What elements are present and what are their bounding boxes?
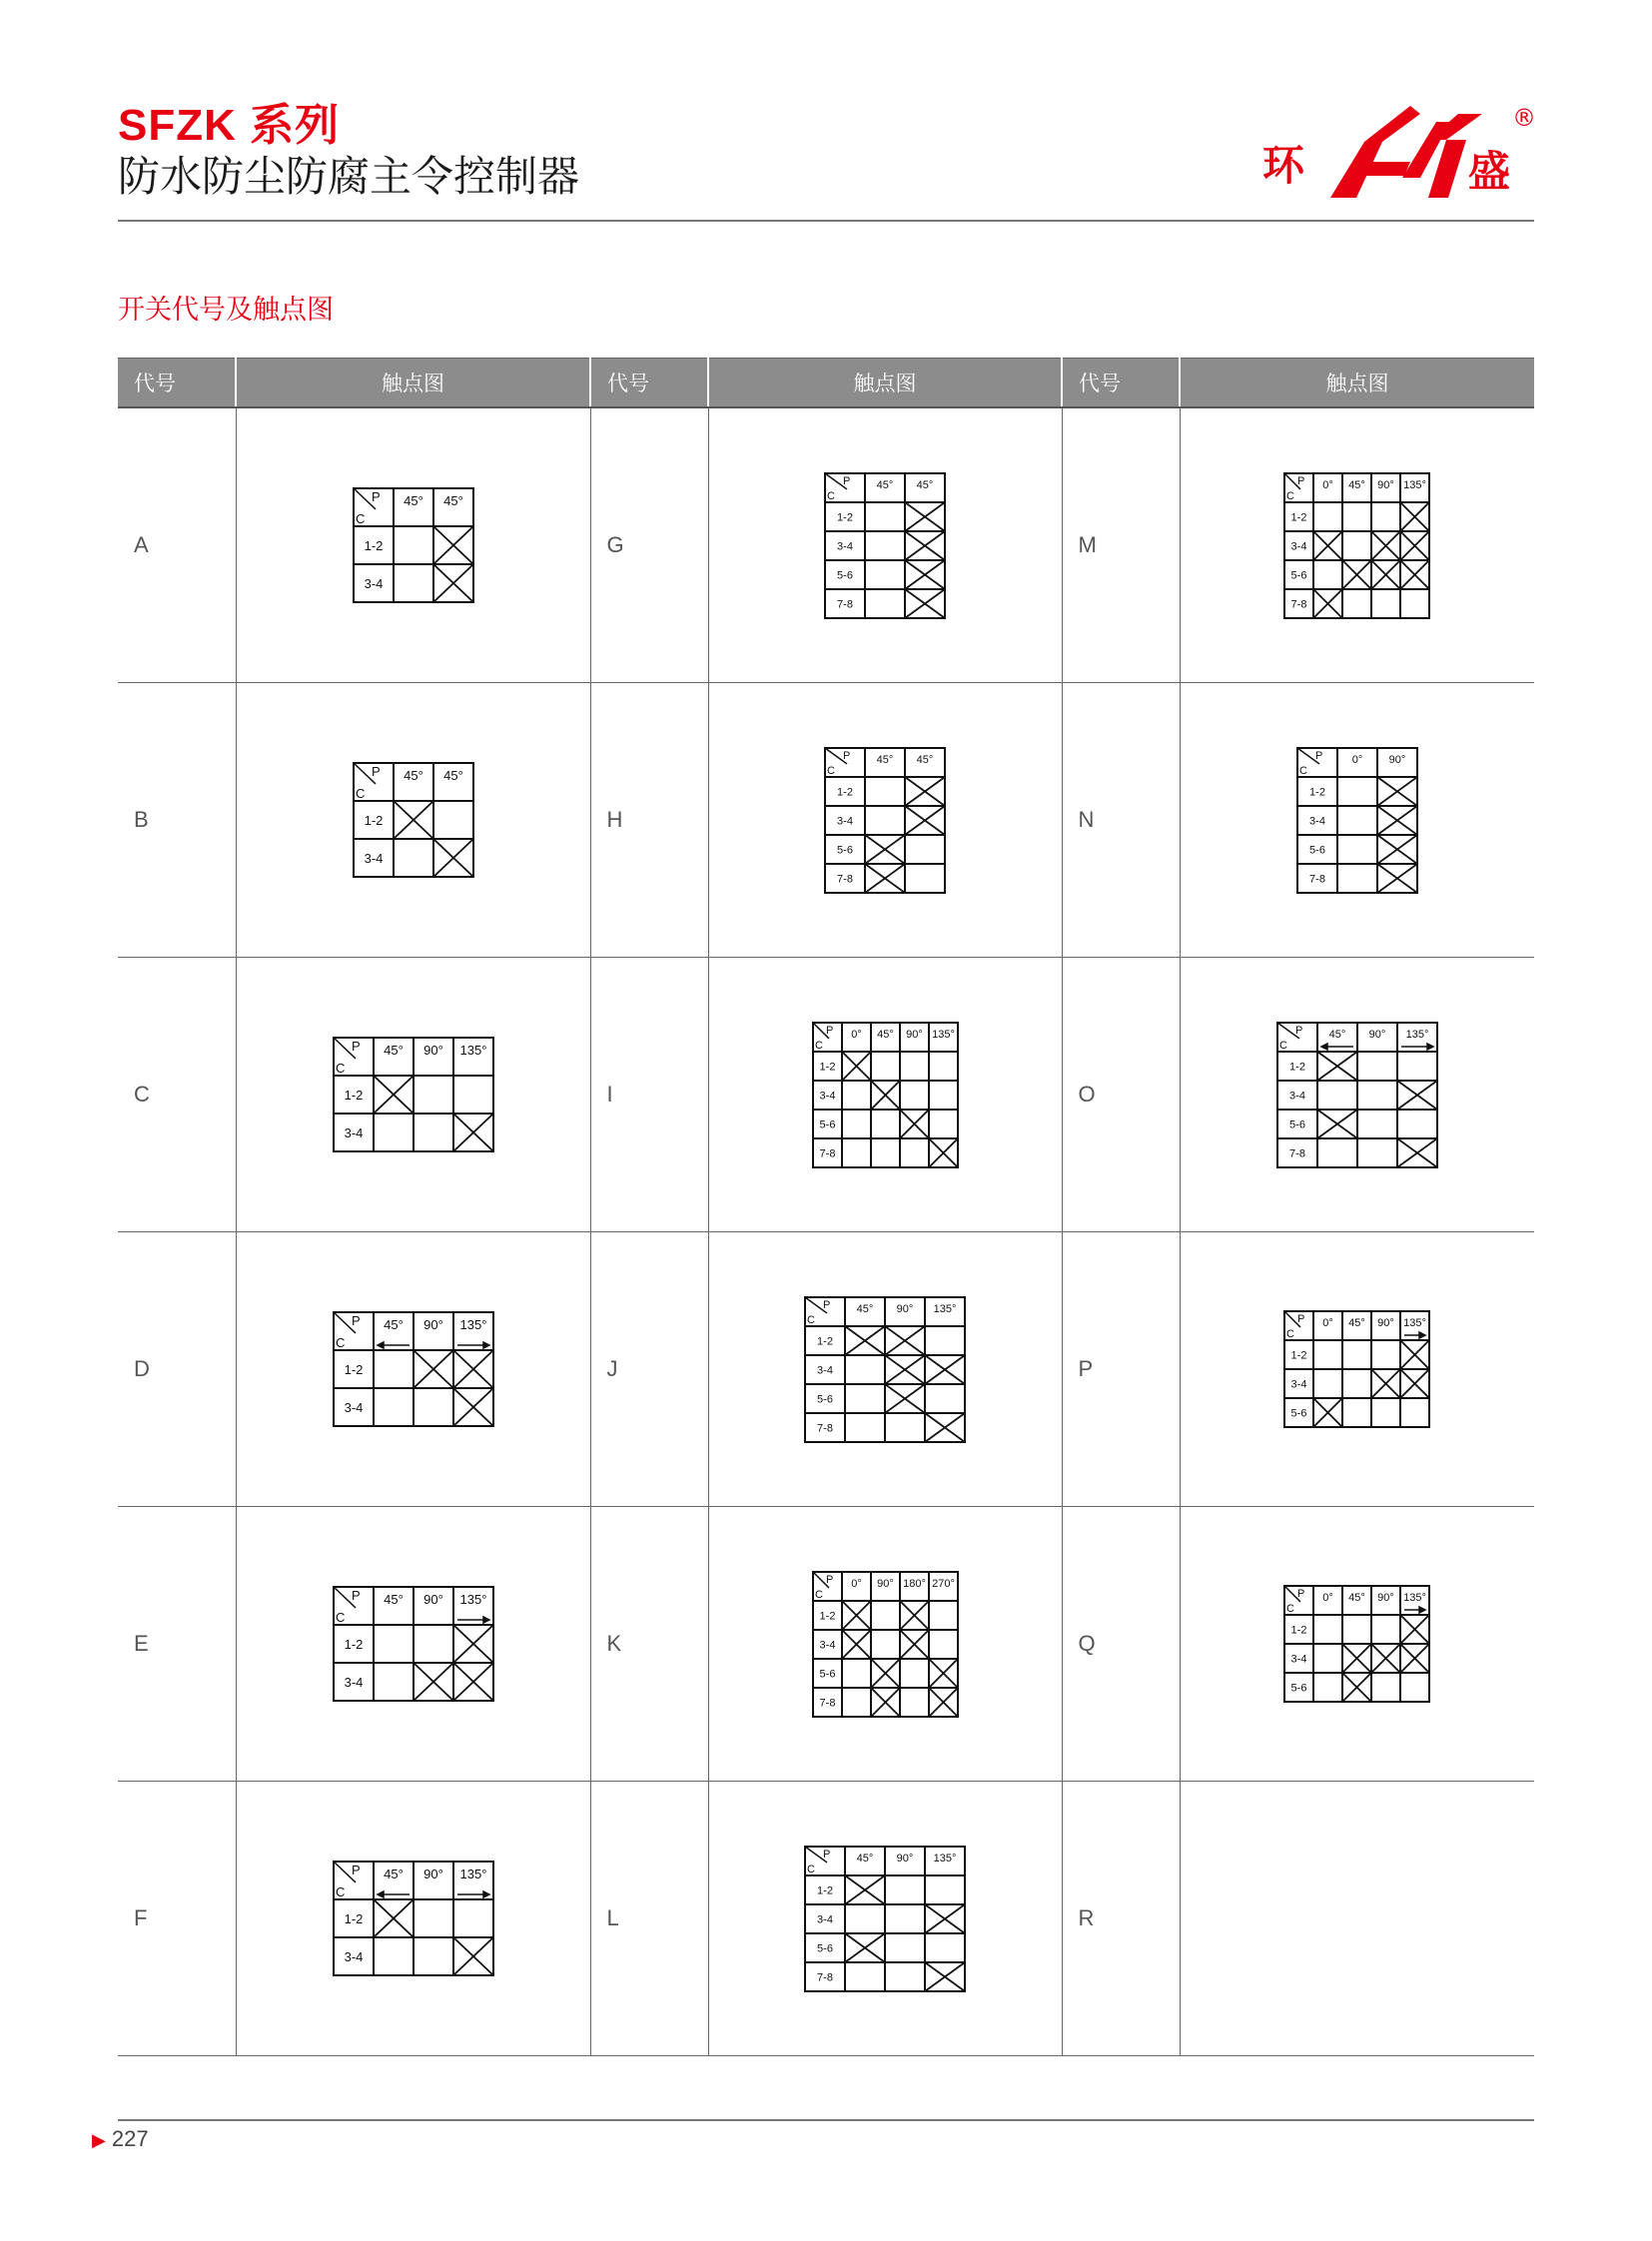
arrow-right-icon — [457, 1342, 489, 1348]
contact-closed-mark — [1342, 1673, 1371, 1702]
corner-c-label: C — [807, 1313, 815, 1326]
page-number-text: 227 — [111, 2126, 149, 2151]
contact-closed-mark — [453, 1114, 493, 1151]
contact-row-label: 3-4 — [817, 1364, 833, 1377]
contact-closed-mark — [845, 1875, 885, 1904]
contact-row-label: 5-6 — [1290, 1407, 1307, 1420]
contact-row-label: 3-4 — [1308, 815, 1325, 828]
corner-p-label: P — [1297, 474, 1305, 487]
contact-closed-mark — [1377, 835, 1417, 864]
brand-char-left: 环 — [1262, 141, 1305, 190]
header-diagram-1: 触点图 — [236, 359, 590, 408]
contact-closed-mark — [1400, 531, 1429, 560]
contact-row-label: 5-6 — [837, 569, 853, 582]
position-head: 45° — [1348, 478, 1366, 491]
position-head: 135° — [933, 1302, 957, 1315]
header-diagram-3: 触点图 — [1180, 359, 1534, 408]
contact-closed-mark — [453, 1625, 493, 1663]
corner-p-label: P — [371, 764, 381, 779]
contact-closed-mark — [900, 1601, 929, 1630]
diagram-cell — [1180, 1507, 1534, 1782]
contact-diagram-E — [332, 1585, 495, 1703]
contact-row-label: 3-4 — [1290, 540, 1307, 553]
contact-closed-mark — [1400, 1340, 1429, 1369]
position-head: 45° — [1348, 1317, 1366, 1329]
position-head: 45° — [876, 753, 894, 766]
position-head: 135° — [931, 1028, 955, 1041]
diagram-cell — [1180, 407, 1534, 683]
table-row — [118, 1782, 1534, 2056]
contact-closed-mark — [374, 1076, 413, 1114]
position-head: 90° — [422, 1043, 443, 1058]
position-head: 135° — [459, 1592, 486, 1607]
position-head: 135° — [1403, 1592, 1427, 1604]
contact-closed-mark — [871, 1081, 900, 1110]
contact-row-label: 7-8 — [1290, 598, 1307, 611]
header-code-3: 代号 — [1062, 359, 1180, 408]
corner-p-label: P — [351, 1039, 361, 1054]
corner-c-label: C — [335, 1610, 345, 1625]
contact-closed-mark — [925, 1355, 965, 1384]
switch-code: J — [590, 1232, 708, 1507]
contact-row-label: 7-8 — [817, 1422, 833, 1435]
contact-closed-mark — [925, 1413, 965, 1442]
contact-closed-mark — [1313, 1398, 1342, 1427]
position-head: 45° — [383, 1043, 404, 1058]
position-head: 135° — [1403, 478, 1427, 491]
diagram-cell — [1180, 1782, 1534, 2056]
contact-closed-mark — [1377, 864, 1417, 893]
contact-row-label: 1-2 — [1290, 1349, 1307, 1362]
position-head: 45° — [383, 1592, 404, 1607]
contact-closed-mark — [1371, 1369, 1400, 1398]
contact-closed-mark — [453, 1350, 493, 1388]
contact-diagram-H — [823, 746, 947, 895]
contact-row-label: 1-2 — [817, 1884, 833, 1897]
arrow-right-icon — [457, 1617, 489, 1623]
diagram-cell — [708, 958, 1062, 1232]
arrow-left-icon — [378, 1891, 410, 1897]
corner-p-label: P — [351, 1863, 361, 1877]
arrow-right-icon — [1401, 1044, 1433, 1050]
contact-closed-mark — [842, 1601, 871, 1630]
switch-code: C — [118, 958, 236, 1232]
contact-row-label: 1-2 — [1290, 1624, 1307, 1637]
contact-row-label: 1-2 — [364, 812, 383, 828]
contact-diagram-K — [811, 1570, 960, 1719]
corner-c-label: C — [335, 1884, 345, 1899]
corner-p-label: P — [1314, 749, 1323, 762]
position-head: 90° — [876, 1577, 894, 1590]
contact-row-label: 7-8 — [817, 1971, 833, 1984]
contact-closed-mark — [885, 1355, 925, 1384]
contact-diagram-A — [352, 486, 475, 604]
switch-code: K — [590, 1507, 708, 1782]
contact-row-label: 3-4 — [344, 1399, 363, 1415]
contact-row-label: 5-6 — [1290, 1682, 1307, 1695]
switch-code: O — [1062, 958, 1180, 1232]
switch-code: I — [590, 958, 708, 1232]
position-head: 90° — [422, 1592, 443, 1607]
diagram-cell — [1180, 683, 1534, 958]
contact-closed-mark — [413, 1663, 453, 1701]
contact-row-label: 1-2 — [1308, 786, 1325, 799]
contact-closed-mark — [925, 1962, 965, 1991]
diagram-cell — [708, 407, 1062, 683]
contact-closed-mark — [1342, 1644, 1371, 1673]
arrow-right-icon — [1404, 1607, 1425, 1613]
contact-row-label: 1-2 — [837, 511, 853, 524]
position-head: 0° — [1322, 1592, 1334, 1604]
diagram-cell — [236, 958, 590, 1232]
corner-p-label: P — [843, 749, 851, 762]
corner-c-label: C — [1286, 1328, 1295, 1340]
contact-diagram-Q — [1282, 1584, 1431, 1704]
contact-closed-mark — [905, 502, 945, 531]
corner-p-label: P — [1297, 1588, 1305, 1600]
contact-row-label: 1-2 — [364, 537, 383, 553]
switch-code: F — [118, 1782, 236, 2056]
contact-row-label: 3-4 — [1288, 1090, 1305, 1103]
diagram-cell — [1180, 1232, 1534, 1507]
table-row — [118, 958, 1534, 1232]
contact-closed-mark — [394, 801, 433, 839]
position-head: 45° — [383, 1867, 404, 1881]
contact-closed-mark — [1371, 1644, 1400, 1673]
contact-row-label: 3-4 — [837, 815, 853, 828]
switch-code: H — [590, 683, 708, 958]
position-head: 180° — [902, 1577, 926, 1590]
corner-c-label: C — [1286, 1603, 1295, 1615]
contact-closed-mark — [865, 864, 905, 893]
table-row — [118, 1232, 1534, 1507]
contact-row-label: 1-2 — [819, 1061, 835, 1074]
contact-row-label: 7-8 — [837, 598, 853, 611]
section-title: 开关代号及触点图 — [118, 295, 334, 325]
position-head: 45° — [403, 493, 423, 508]
corner-p-label: P — [351, 1313, 361, 1328]
product-subtitle: 防水防尘防腐主令控制器 — [118, 153, 580, 200]
contact-diagram-B — [352, 761, 475, 879]
switch-code: Q — [1062, 1507, 1180, 1782]
position-head: 45° — [876, 478, 894, 491]
header-diagram-2: 触点图 — [708, 359, 1062, 408]
contact-closed-mark — [845, 1933, 885, 1962]
contact-row-label: 5-6 — [817, 1393, 833, 1406]
corner-p-label: P — [825, 1024, 833, 1037]
diagram-cell — [236, 1782, 590, 2056]
contact-row-label: 5-6 — [819, 1668, 835, 1681]
position-head: 0° — [850, 1028, 862, 1041]
corner-p-label: P — [1294, 1024, 1303, 1037]
arrow-right-icon — [457, 1891, 489, 1897]
contact-row-label: 3-4 — [837, 540, 853, 553]
corner-p-label: P — [1297, 1313, 1305, 1325]
header-code-1: 代号 — [118, 359, 236, 408]
position-head: 45° — [442, 768, 463, 783]
contact-closed-mark — [929, 1659, 958, 1688]
contact-row-label: 3-4 — [819, 1639, 835, 1652]
corner-p-label: P — [823, 1298, 831, 1311]
contact-closed-mark — [842, 1052, 871, 1081]
contact-closed-mark — [929, 1688, 958, 1717]
contact-row-label: 1-2 — [344, 1910, 363, 1926]
switch-code: P — [1062, 1232, 1180, 1507]
contact-row-label: 3-4 — [819, 1090, 835, 1103]
page-number — [92, 2128, 149, 2150]
position-head: 45° — [403, 768, 423, 783]
contact-row-label: 5-6 — [1308, 844, 1325, 857]
table-row — [118, 1507, 1534, 1782]
contact-closed-mark — [905, 806, 945, 835]
contact-closed-mark — [1397, 1081, 1437, 1110]
corner-p-label: P — [351, 1588, 361, 1603]
corner-p-label: P — [823, 1848, 831, 1861]
contact-row-label: 1-2 — [344, 1636, 363, 1652]
contact-closed-mark — [1342, 560, 1371, 589]
contact-diagram-L — [803, 1845, 967, 1993]
contact-closed-mark — [413, 1350, 453, 1388]
corner-c-label: C — [335, 1061, 345, 1076]
position-head: 135° — [459, 1043, 486, 1058]
contact-row-label: 7-8 — [1288, 1147, 1305, 1160]
contact-row-label: 7-8 — [819, 1147, 835, 1160]
position-head: 45° — [856, 1852, 874, 1865]
corner-c-label: C — [814, 1039, 823, 1052]
switch-code: M — [1062, 407, 1180, 683]
contact-closed-mark — [1317, 1052, 1357, 1081]
corner-c-label: C — [814, 1588, 823, 1601]
switch-code: L — [590, 1782, 708, 2056]
corner-c-label: C — [355, 786, 365, 801]
contact-row-label: 1-2 — [344, 1087, 363, 1103]
position-head: 90° — [1377, 478, 1395, 491]
diagram-cell — [236, 1507, 590, 1782]
position-head: 45° — [1328, 1028, 1346, 1041]
diagram-cell — [708, 683, 1062, 958]
diagram-cell — [236, 1232, 590, 1507]
position-head: 45° — [876, 1028, 894, 1041]
contact-closed-mark — [1371, 531, 1400, 560]
brand-mark-icon — [1330, 106, 1482, 198]
contact-closed-mark — [1400, 502, 1429, 531]
position-head: 135° — [1405, 1028, 1429, 1041]
contact-row-label: 3-4 — [817, 1913, 833, 1926]
contact-row-label: 3-4 — [344, 1124, 363, 1140]
position-head: 90° — [1377, 1317, 1395, 1329]
position-head: 45° — [383, 1317, 404, 1332]
contact-closed-mark — [1400, 1644, 1429, 1673]
position-head: 45° — [442, 493, 463, 508]
contact-row-label: 1-2 — [817, 1335, 833, 1348]
contact-closed-mark — [925, 1904, 965, 1933]
contact-closed-mark — [374, 1899, 413, 1937]
position-head: 90° — [905, 1028, 923, 1041]
registered-mark: ® — [1512, 104, 1536, 132]
contact-closed-mark — [900, 1110, 929, 1138]
switch-code-table — [118, 358, 1534, 2056]
position-head: 135° — [459, 1867, 486, 1881]
contact-closed-mark — [1371, 560, 1400, 589]
contact-closed-mark — [1400, 1369, 1429, 1398]
contact-row-label: 7-8 — [1308, 873, 1325, 886]
contact-closed-mark — [1313, 589, 1342, 618]
contact-closed-mark — [905, 589, 945, 618]
contact-diagram-D — [332, 1310, 495, 1428]
diagram-cell — [1180, 958, 1534, 1232]
switch-code: G — [590, 407, 708, 683]
corner-c-label: C — [355, 511, 365, 526]
position-head: 90° — [1388, 753, 1406, 766]
contact-closed-mark — [1317, 1110, 1357, 1138]
diagram-cell — [236, 683, 590, 958]
contact-row-label: 3-4 — [364, 575, 383, 591]
contact-diagram-N — [1295, 746, 1419, 895]
corner-c-label: C — [1286, 489, 1295, 502]
contact-closed-mark — [905, 777, 945, 806]
arrow-right-icon — [1404, 1332, 1425, 1338]
contact-row-label: 5-6 — [817, 1942, 833, 1955]
contact-closed-mark — [1397, 1138, 1437, 1167]
contact-closed-mark — [885, 1326, 925, 1355]
contact-closed-mark — [1313, 531, 1342, 560]
brand-logo — [1260, 100, 1540, 210]
corner-c-label: C — [827, 489, 835, 502]
contact-closed-mark — [842, 1630, 871, 1659]
contact-diagram-M — [1282, 471, 1431, 620]
contact-closed-mark — [871, 1659, 900, 1688]
contact-closed-mark — [1400, 560, 1429, 589]
position-head: 45° — [916, 753, 934, 766]
corner-p-label: P — [371, 489, 381, 504]
contact-row-label: 7-8 — [837, 873, 853, 886]
contact-diagram-F — [332, 1860, 495, 1977]
contact-closed-mark — [885, 1384, 925, 1413]
contact-closed-mark — [905, 560, 945, 589]
contact-closed-mark — [453, 1388, 493, 1426]
position-head: 90° — [1377, 1592, 1395, 1604]
table-header-row — [118, 359, 1534, 408]
arrow-left-icon — [1321, 1044, 1353, 1050]
contact-closed-mark — [1400, 1615, 1429, 1644]
contact-row-label: 1-2 — [837, 786, 853, 799]
contact-row-label: 1-2 — [819, 1610, 835, 1623]
position-head: 0° — [1322, 478, 1334, 491]
header-code-2: 代号 — [590, 359, 708, 408]
contact-closed-mark — [865, 835, 905, 864]
position-head: 45° — [916, 478, 934, 491]
contact-closed-mark — [929, 1138, 958, 1167]
corner-p-label: P — [843, 474, 851, 487]
position-head: 0° — [850, 1577, 862, 1590]
contact-row-label: 1-2 — [344, 1361, 363, 1377]
position-head: 45° — [1348, 1592, 1366, 1604]
switch-code: D — [118, 1232, 236, 1507]
contact-row-label: 3-4 — [1290, 1378, 1307, 1391]
position-head: 135° — [459, 1317, 486, 1332]
switch-code: B — [118, 683, 236, 958]
position-head: 135° — [933, 1852, 957, 1865]
contact-row-label: 3-4 — [344, 1674, 363, 1690]
diagram-cell — [708, 1232, 1062, 1507]
contact-closed-mark — [433, 526, 473, 564]
contact-diagram-I — [811, 1021, 960, 1169]
arrow-left-icon — [378, 1342, 410, 1348]
corner-c-label: C — [827, 764, 835, 777]
position-head: 45° — [856, 1302, 874, 1315]
contact-diagram-G — [823, 471, 947, 620]
contact-closed-mark — [453, 1937, 493, 1975]
corner-c-label: C — [1298, 764, 1307, 777]
contact-closed-mark — [453, 1663, 493, 1701]
contact-closed-mark — [871, 1688, 900, 1717]
contact-closed-mark — [1377, 806, 1417, 835]
switch-code: E — [118, 1507, 236, 1782]
contact-row-label: 3-4 — [1290, 1653, 1307, 1666]
corner-c-label: C — [335, 1335, 345, 1350]
page-arrow-icon: ▶ — [92, 2130, 106, 2150]
contact-row-label: 5-6 — [1290, 569, 1307, 582]
diagram-cell — [236, 407, 590, 683]
position-head: 0° — [1322, 1317, 1334, 1329]
switch-code: N — [1062, 683, 1180, 958]
contact-row-label: 5-6 — [1288, 1119, 1305, 1131]
switch-code: A — [118, 407, 236, 683]
table-row — [118, 407, 1534, 683]
contact-diagram-C — [332, 1036, 495, 1153]
switch-code: R — [1062, 1782, 1180, 2056]
contact-row-label: 1-2 — [1290, 511, 1307, 524]
contact-closed-mark — [845, 1326, 885, 1355]
diagram-cell — [708, 1507, 1062, 1782]
contact-closed-mark — [900, 1630, 929, 1659]
contact-diagram-J — [803, 1295, 967, 1444]
footer-divider — [118, 2119, 1534, 2121]
series-title: SFZK 系列 — [118, 101, 341, 150]
position-head: 90° — [422, 1867, 443, 1881]
diagram-cell — [708, 1782, 1062, 2056]
contact-row-label: 7-8 — [819, 1697, 835, 1710]
contact-diagram-O — [1275, 1021, 1439, 1169]
position-head: 90° — [896, 1302, 914, 1315]
contact-closed-mark — [433, 564, 473, 602]
contact-closed-mark — [433, 839, 473, 877]
brand-char-right: 盛 — [1468, 147, 1511, 196]
position-head: 135° — [1403, 1317, 1427, 1329]
corner-p-label: P — [825, 1573, 833, 1586]
position-head: 270° — [931, 1577, 955, 1590]
contact-row-label: 1-2 — [1288, 1061, 1305, 1074]
contact-closed-mark — [1377, 777, 1417, 806]
contact-diagram-P — [1282, 1309, 1431, 1429]
contact-row-label: 5-6 — [819, 1119, 835, 1131]
header-divider — [118, 220, 1534, 222]
contact-row-label: 3-4 — [364, 850, 383, 866]
position-head: 90° — [422, 1317, 443, 1332]
position-head: 90° — [896, 1852, 914, 1865]
contact-row-label: 5-6 — [837, 844, 853, 857]
corner-c-label: C — [1278, 1039, 1287, 1052]
contact-closed-mark — [905, 531, 945, 560]
position-head: 0° — [1351, 753, 1363, 766]
contact-row-label: 3-4 — [344, 1948, 363, 1964]
table-row — [118, 683, 1534, 958]
position-head: 90° — [1368, 1028, 1386, 1041]
corner-c-label: C — [807, 1863, 815, 1875]
